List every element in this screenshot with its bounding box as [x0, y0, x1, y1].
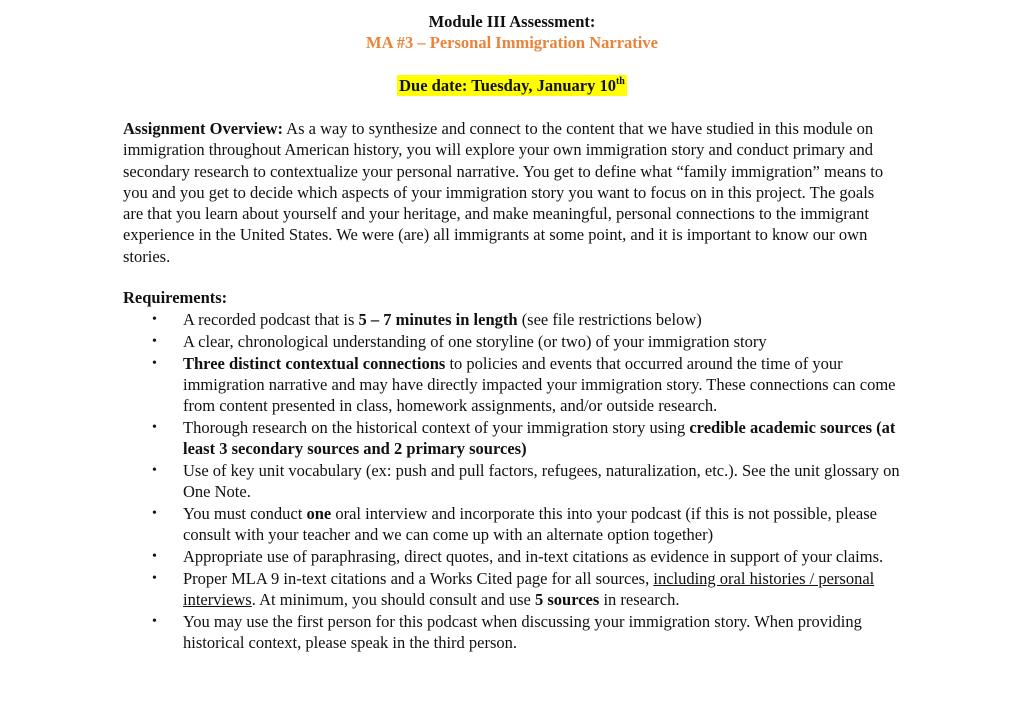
- requirements-heading: Requirements:: [123, 288, 228, 307]
- bullet-icon: •: [152, 333, 157, 349]
- bullet-icon: •: [152, 312, 157, 327]
- requirement-item: [123, 503, 903, 546]
- requirement-text: . At minimum, you should consult and use: [251, 590, 535, 610]
- requirement-text: A clear, chronological understanding of one storyline (or two) of your immigration story: [183, 331, 767, 351]
- requirement-text: oral interview and incorporate this into your podcast (if this is not possible, please consult with your teacher and we can come up with an alternate option together): [183, 504, 877, 545]
- module-title: Module III Assessment:: [428, 12, 596, 31]
- requirement-text: Use of key unit vocabulary (ex: push and pull factors, refugees, naturalization, etc.). See the unit glossary on One Note.: [183, 461, 900, 502]
- requirement-text: You must conduct: [183, 504, 307, 524]
- requirement-text: (see file restrictions below): [517, 310, 702, 329]
- bullet-icon: •: [152, 355, 157, 371]
- due-date-highlight: [397, 75, 627, 96]
- assignment-overview: [123, 118, 893, 267]
- requirement-text: You may use the first person for this podcast when discussing your immigration story. When providing historical context, please speak in the third person.: [183, 612, 862, 653]
- bullet-icon: •: [152, 463, 157, 479]
- bullet-icon: •: [152, 419, 157, 435]
- requirement-text: Proper MLA 9 in-text citations and a Works Cited page for all sources,: [183, 569, 654, 589]
- requirement-text: A recorded podcast that is: [183, 310, 359, 329]
- requirements-list: [123, 309, 903, 654]
- due-date-line: [0, 75, 1024, 96]
- requirement-text: Thorough research on the historical context of your immigration story using: [183, 417, 690, 437]
- requirement-text: Appropriate use of paraphrasing, direct quotes, and in-text citations as evidence in support of your claims.: [183, 547, 884, 567]
- requirement-item: [123, 331, 903, 352]
- requirement-item: [123, 417, 903, 460]
- overview-text: As a way to synthesize and connect to the content that we have studied in this module on immigration throughout American history, you will explore your own immigration story and conduct primary and secondary research to contextualize your personal narrative. You get to define what “family immigration” means to you and you get to decide which aspects of your immigration story you want to focus on in this project. The goals are that you learn about yourself and your heritage, and make meaningful, personal connections to the immigrant experience in the United States. We were (are) all immigrants at some point, and it is important to know our own stories.: [123, 119, 884, 266]
- bullet-icon: •: [152, 549, 157, 565]
- requirement-emphasis: 5 – 7 minutes in length: [358, 310, 518, 329]
- requirement-emphasis: 5 sources: [534, 590, 600, 610]
- due-date-text: Due date: Tuesday, January 10: [399, 76, 616, 95]
- requirement-item: [123, 353, 903, 417]
- requirement-text: to policies and events that occurred around the time of your immigration narrative and may have directly impacted your immigration story. These connections can come from content presented in class, homework assignments, and/or outside research.: [183, 353, 896, 416]
- assignment-subtitle: MA #3 – Personal Immigration Narrative: [366, 33, 658, 52]
- requirement-item: [123, 546, 903, 567]
- overview-label: Assignment Overview:: [123, 119, 283, 138]
- requirement-item: [123, 568, 903, 611]
- requirement-emphasis: credible academic sources (at least 3 secondary sources and 2 primary sources): [183, 417, 896, 459]
- requirement-emphasis: Three distinct contextual connections: [183, 353, 446, 373]
- requirement-text: in research.: [599, 590, 680, 610]
- requirement-item: [123, 611, 903, 654]
- bullet-icon: •: [152, 571, 157, 587]
- bullet-icon: •: [152, 614, 157, 630]
- requirement-item: [123, 309, 903, 330]
- bullet-icon: •: [152, 506, 157, 522]
- requirement-emphasis: one: [306, 504, 332, 524]
- requirement-underlined: including oral histories / personal interviews: [183, 569, 875, 610]
- requirement-item: [123, 460, 903, 503]
- due-date-suffix: th: [615, 75, 625, 87]
- document-header: [0, 11, 1024, 53]
